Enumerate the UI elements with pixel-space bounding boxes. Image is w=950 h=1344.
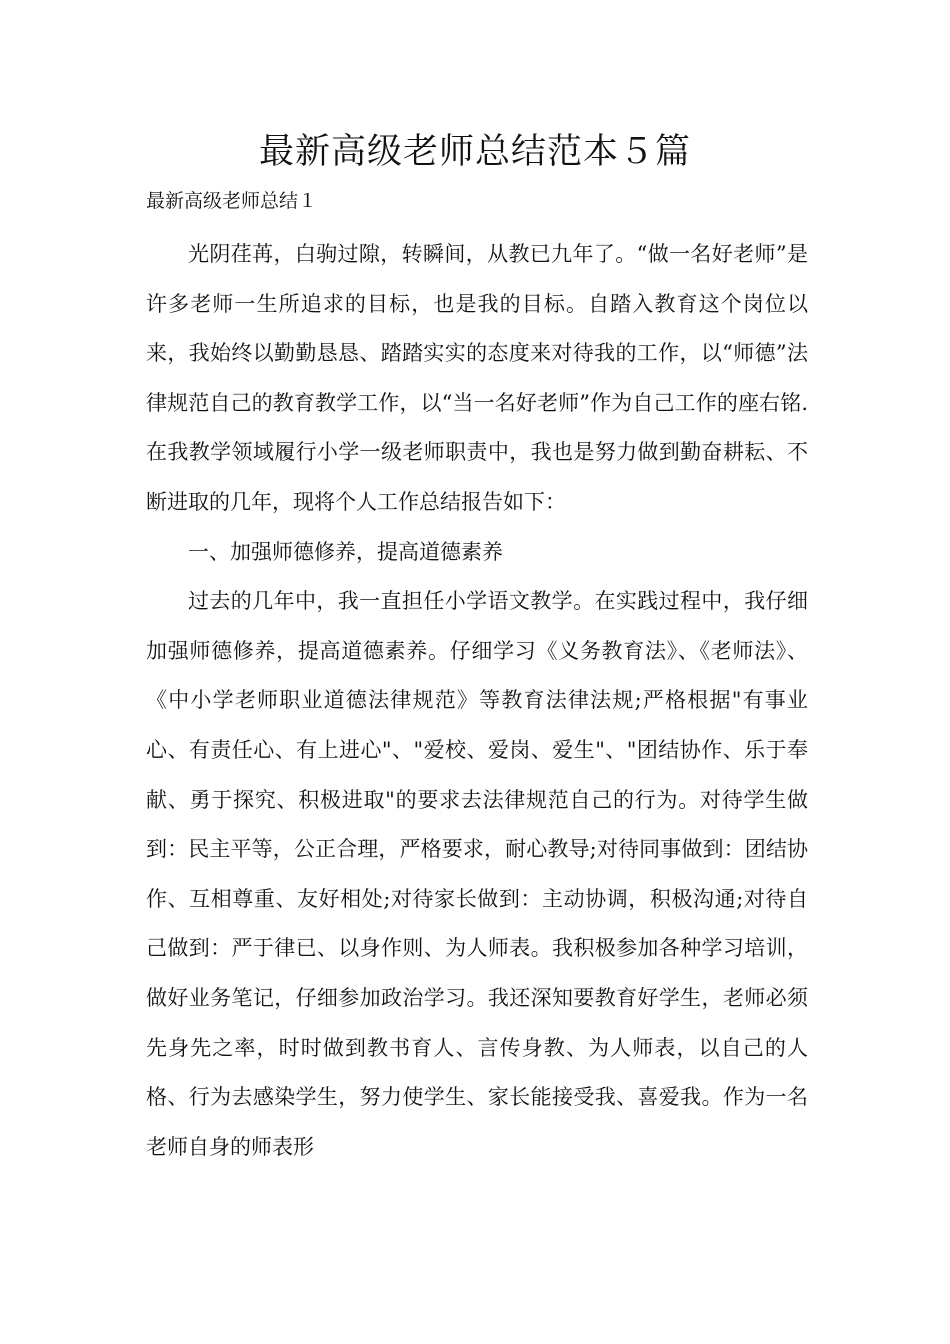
paragraph-ethics: 过去的几年中，我一直担任小学语文教学。在实践过程中，我仔细加强师德修养，提高道德素养。仔细学习《义务教育法》、《老师法》、《中小学老师职业道德法律规范》等教育法律法规;严格根据"有事业心、有责任心、有上进心"、"爱校、爱岗、爱生"、"团结协作、乐于奉献、勇于探究、积极进取"的要求去法律规范自己的行为。对待学生做到：民主平等，公正合理，严格要求，耐心教导;对待同事做到：团结协作、互相尊重、友好相处;对待家长做到：主动协调，积极沟通;对待自己做到：严于律已、以身作则、为人师表。我积极参加各种学习培训，做好业务笔记，仔细参加政治学习。我还深知要教育好学生，老师必须先身先之率，时时做到教书育人、言传身教、为人师表，以自己的人格、行为去感染学生，努力使学生、家长能接受我、喜爱我。作为一名老师自身的师表形 bbox=[146, 589, 808, 1159]
document-title: 最新高级老师总结范本５篇 bbox=[258, 132, 691, 172]
paragraph-intro: 光阴荏苒，白驹过隙，转瞬间，从教已九年了。“做一名好老师”是许多老师一生所追求的目标，也是我的目标。自踏入教育这个岗位以来，我始终以勤勤恳恳、踏踏实实的态度来对待我的工作，以“师德”法律规范自己的教育教学工作，以“当一名好老师”作为自己工作的座右铭.在我教学领域履行小学一级老师职责中，我也是努力做到勤奋耕耘、不断进取的几年，现将个人工作总结报告如下： bbox=[146, 242, 808, 514]
section-heading: 最新高级老师总结１ bbox=[146, 190, 318, 212]
subheading-ethics: 一、加强师德修养，提高道德素养 bbox=[188, 539, 503, 564]
document-body bbox=[146, 230, 808, 1172]
